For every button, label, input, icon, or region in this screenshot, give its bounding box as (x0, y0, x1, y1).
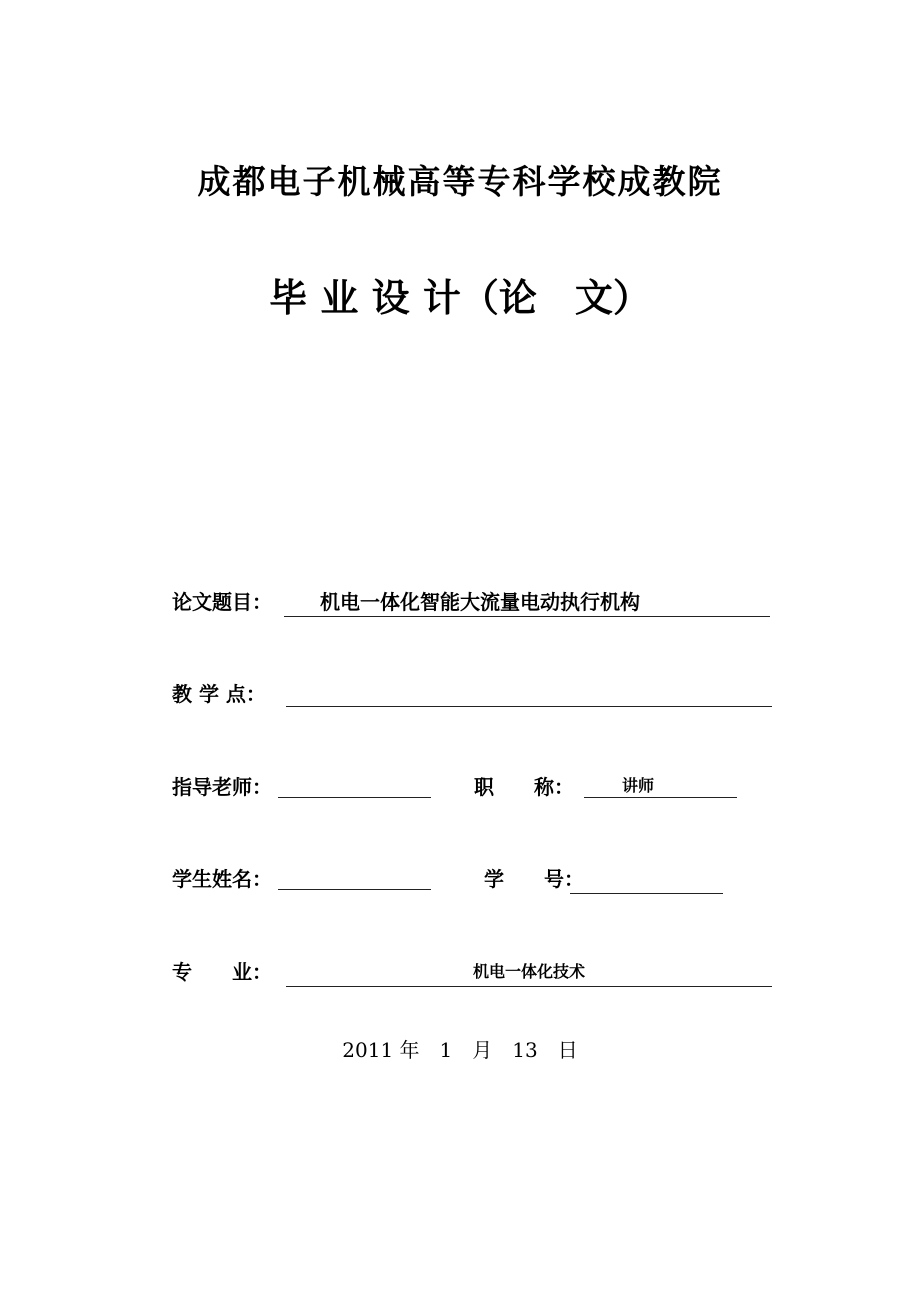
document-type-title: 毕 业 设 计（论 文） (269, 276, 651, 320)
teaching-site-label: 教 学 点： (172, 682, 266, 706)
major-field[interactable] (286, 958, 772, 987)
advisor-field[interactable] (278, 769, 431, 798)
title-rank-label: 职 称： (474, 775, 574, 799)
major-value: 机电一体化技术 (472, 962, 585, 981)
thesis-title-value: 机电一体化智能大流量电动执行机构 (320, 590, 640, 614)
thesis-title-label: 论文题目： (172, 590, 272, 614)
student-id-field[interactable] (570, 865, 723, 894)
student-name-field[interactable] (278, 861, 431, 890)
title-rank-value: 讲师 (622, 776, 655, 795)
school-name: 成都电子机械高等专科学校成教院 (197, 162, 723, 201)
teaching-site-field[interactable] (286, 678, 772, 707)
student-name-label: 学生姓名： (172, 867, 272, 891)
title-rank-field[interactable] (584, 769, 737, 798)
advisor-label: 指导老师： (172, 775, 272, 799)
submission-date: 2011 年 1 月 13 日 (342, 1038, 578, 1062)
thesis-title-field[interactable] (284, 588, 770, 617)
major-label: 专 业： (172, 960, 272, 984)
student-id-label: 学 号： (484, 867, 584, 891)
